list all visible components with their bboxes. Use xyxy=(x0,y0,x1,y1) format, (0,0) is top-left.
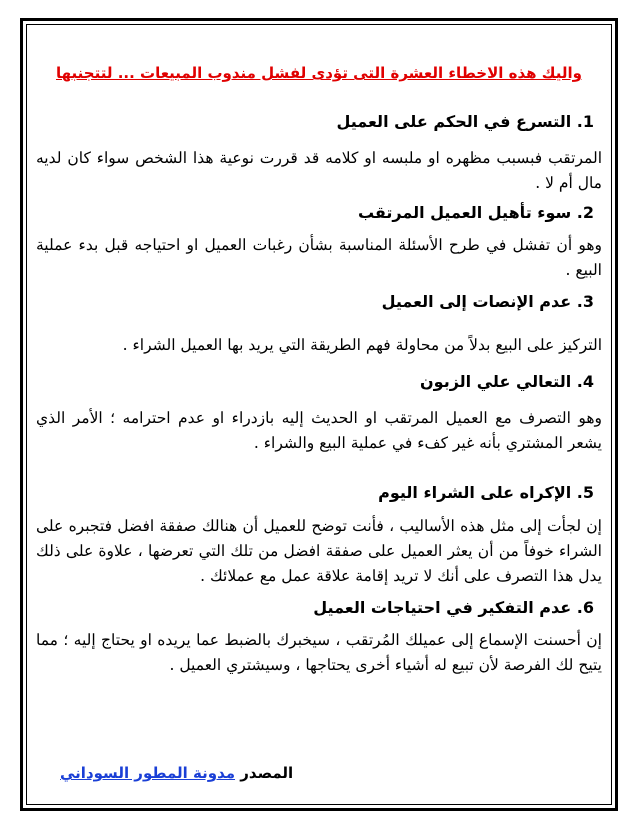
section-3-body: التركيز على البيع بدلاً من محاولة فهم الطريقة التي يريد بها العميل الشراء . xyxy=(122,336,602,354)
section-4-body: وهو التصرف مع العميل المرتقب او الحديث إليه بازدراء او عدم احترامه ؛ الأمر الذي يشعر المشتري بأنه غير كفء في عملية البيع والشراء . xyxy=(36,409,602,452)
section-4-title: 4. التعالي علي الزبون xyxy=(420,372,594,391)
section-5-body: إن لجأت إلى مثل هذه الأساليب ، فأنت توضح للعميل أن هنالك صفقة افضل فتجبره على الشراء خوفاً من أن يعثر العميل على صفقة افضل من تلك التي تعرضها ، علاوة على ذلك يدل هذا التصرف على أنك لا تريد إقامة علاقة عمل مع عملائك . xyxy=(36,517,602,585)
section-5-title: 5. الإكراه على الشراء اليوم xyxy=(378,483,594,502)
section-6-body: إن أحسنت الإسماع إلى عميلك المُرتقب ، سيخبرك بالضبط عما يريده او يحتاج إليه ؛ مما يتيح لك الفرصة لأن تبيع له أشياء أخرى يحتاجها ، وسيشتري العميل . xyxy=(36,631,602,674)
intro-heading: واليك هذه الاخطاء العشرة التى تؤدى لفشل مندوب المبيعات ... لتتجنبها xyxy=(56,64,582,82)
section-2-body: وهو أن تفشل في طرح الأسئلة المناسبة بشأن رغبات العميل او احتياجه قبل بدء عملية البيع . xyxy=(36,236,602,279)
source-link[interactable]: مدونة المطور السوداني xyxy=(60,764,236,782)
section-3-title: 3. عدم الإنصات إلى العميل xyxy=(381,292,594,311)
source-line xyxy=(60,764,293,782)
source-label: المصدر xyxy=(240,764,294,782)
section-1-title: 1. التسرع في الحكم على العميل xyxy=(336,112,594,131)
section-6-title: 6. عدم التفكير في احتياجات العميل xyxy=(313,598,594,617)
section-2-title: 2. سوء تأهيل العميل المرتقب xyxy=(357,203,594,222)
section-1-body: المرتقب فبسبب مظهره او ملبسه او كلامه قد قررت نوعية هذا الشخص سواء كان لديه مال أم لا . xyxy=(36,149,602,192)
